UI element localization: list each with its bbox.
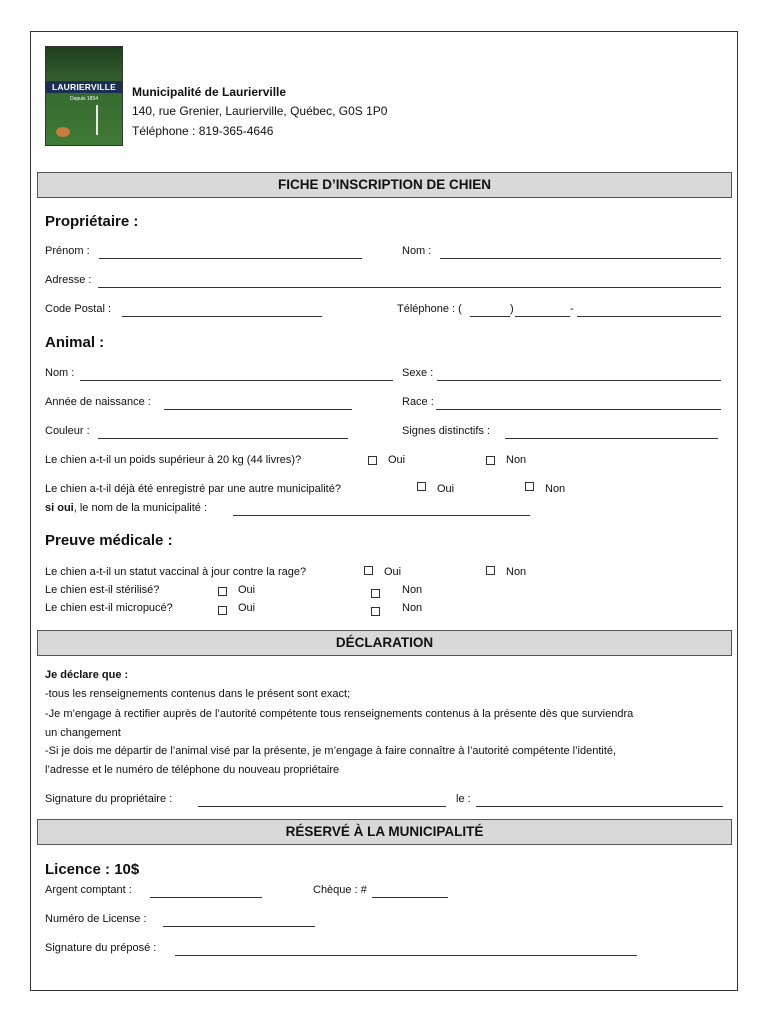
cheque-label: Chèque : # [313, 884, 367, 896]
org-phone: Téléphone : 819-365-4646 [132, 124, 274, 138]
declaration-line-3b: l’adresse et le numéro de téléphone du nouveau propriétaire [45, 764, 340, 776]
licence-heading: Licence : 10$ [45, 861, 140, 878]
weight-no-label: Non [506, 454, 527, 466]
owner-lastname-field[interactable] [440, 258, 721, 259]
owner-firstname-label: Prénom : [45, 245, 90, 257]
clerk-signature-field[interactable] [175, 955, 637, 956]
signature-date-field[interactable] [476, 806, 723, 807]
owner-phone-dash: - [570, 303, 574, 315]
owner-postal-label: Code Postal : [45, 303, 112, 315]
logo-subtext: Depuis 1854 [69, 96, 99, 102]
registered-no-label: Non [545, 483, 566, 495]
owner-phone-number-field[interactable] [577, 316, 721, 317]
animal-color-field[interactable] [98, 438, 348, 439]
reserved-title: RÉSERVÉ À LA MUNICIPALITÉ [37, 819, 732, 845]
microchip-yes-checkbox[interactable] [218, 606, 227, 615]
sterilized-no-checkbox[interactable] [371, 589, 380, 598]
municipality-name-text: , le nom de la municipalité : [73, 502, 208, 514]
logo-text: LAURIERVILLE [46, 81, 122, 93]
rabies-no-label: Non [506, 566, 527, 578]
signature-date-label: le : [456, 793, 471, 805]
animal-breed-field[interactable] [436, 409, 721, 410]
weight-yes-checkbox[interactable] [368, 456, 377, 465]
animal-birthyear-field[interactable] [164, 409, 352, 410]
registered-no-checkbox[interactable] [525, 482, 534, 491]
rabies-question: Le chien a-t-il un statut vaccinal à jour contre la rage? [45, 566, 307, 578]
logo-ornament-icon [56, 127, 70, 137]
owner-signature-label: Signature du propriétaire : [45, 793, 173, 805]
rabies-yes-label: Oui [384, 566, 402, 578]
declaration-line-1: -tous les renseignements contenus dans le présent sont exact; [45, 688, 351, 700]
previous-municipality-field[interactable] [233, 515, 530, 516]
sterilized-question: Le chien est-il stérilisé? [45, 584, 160, 596]
org-address: 140, rue Grenier, Laurierville, Québec, G0S 1P0 [132, 104, 388, 118]
sterilized-no-label: Non [402, 584, 423, 596]
logo-emblem-top [46, 47, 122, 81]
owner-lastname-label: Nom : [402, 245, 432, 257]
owner-phone-paren: ) [510, 303, 514, 315]
weight-yes-label: Oui [388, 454, 406, 466]
sterilized-yes-label: Oui [238, 584, 256, 596]
registered-yes-label: Oui [437, 483, 455, 495]
form-title: FICHE D’INSCRIPTION DE CHIEN [37, 172, 732, 198]
weight-question: Le chien a-t-il un poids supérieur à 20 kg (44 livres)? [45, 454, 302, 466]
owner-phone-label: Téléphone : ( [397, 303, 462, 315]
declaration-title: DÉCLARATION [37, 630, 732, 656]
license-number-field[interactable] [163, 926, 315, 927]
owner-signature-field[interactable] [198, 806, 446, 807]
cash-field[interactable] [150, 897, 262, 898]
registered-yes-checkbox[interactable] [417, 482, 426, 491]
owner-phone-prefix-field[interactable] [515, 316, 570, 317]
microchip-yes-label: Oui [238, 602, 256, 614]
microchip-question: Le chien est-il micropucé? [45, 602, 173, 614]
weight-no-checkbox[interactable] [486, 456, 495, 465]
owner-phone-area-field[interactable] [470, 316, 510, 317]
previous-municipality-label [45, 502, 207, 514]
declaration-intro: Je déclare que : [45, 669, 129, 681]
animal-name-label: Nom : [45, 367, 75, 379]
animal-breed-label: Race : [402, 396, 434, 408]
sterilized-yes-checkbox[interactable] [218, 587, 227, 596]
license-number-label: Numéro de License : [45, 913, 147, 925]
animal-sex-label: Sexe : [402, 367, 434, 379]
declaration-line-3a: -Si je dois me départir de l’animal visé par la présente, je m’engage à faire connaître à l’autorité compétente l’identité, [45, 745, 617, 757]
animal-marks-label: Signes distinctifs : [402, 425, 491, 437]
registered-question: Le chien a-t-il déjà été enregistré par une autre municipalité? [45, 483, 341, 495]
owner-address-label: Adresse : [45, 274, 92, 286]
cheque-field[interactable] [372, 897, 448, 898]
animal-name-field[interactable] [80, 380, 393, 381]
owner-firstname-field[interactable] [99, 258, 362, 259]
declaration-line-2b: un changement [45, 727, 121, 739]
rabies-no-checkbox[interactable] [486, 566, 495, 575]
microchip-no-label: Non [402, 602, 423, 614]
animal-marks-field[interactable] [505, 438, 718, 439]
church-spire-icon [96, 105, 98, 135]
municipality-logo [45, 46, 123, 146]
org-name: Municipalité de Laurierville [132, 85, 287, 99]
animal-color-label: Couleur : [45, 425, 90, 437]
owner-postal-field[interactable] [122, 316, 322, 317]
owner-heading: Propriétaire : [45, 213, 139, 230]
owner-address-field[interactable] [98, 287, 721, 288]
animal-heading: Animal : [45, 334, 105, 351]
microchip-no-checkbox[interactable] [371, 607, 380, 616]
medical-heading: Preuve médicale : [45, 532, 173, 549]
if-yes-text: si oui [45, 502, 74, 514]
declaration-line-2a: -Je m’engage à rectifier auprès de l’autorité compétente tous renseignements contenus à la présente dès que surviendra [45, 708, 634, 720]
cash-label: Argent comptant : [45, 884, 132, 896]
clerk-signature-label: Signature du préposé : [45, 942, 157, 954]
rabies-yes-checkbox[interactable] [364, 566, 373, 575]
animal-sex-field[interactable] [437, 380, 721, 381]
animal-birthyear-label: Année de naissance : [45, 396, 151, 408]
